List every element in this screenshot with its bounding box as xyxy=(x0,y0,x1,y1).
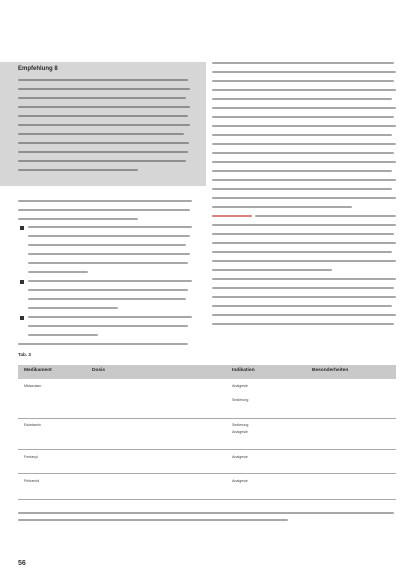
table-cell-indication: Analgesie xyxy=(232,455,248,459)
table-header-besonderheiten: Besonderheiten xyxy=(312,368,349,373)
table-cell-indication: Analgesie xyxy=(232,479,248,483)
bullet-2 xyxy=(20,280,24,284)
table-cell-drug: Fentanyl xyxy=(24,455,38,459)
page-number: 56 xyxy=(18,560,26,567)
table-caption-label: Tab. 3 xyxy=(18,352,31,357)
table-header-medikament: Medikament xyxy=(24,368,52,373)
table-cell-indication: Analgesie xyxy=(232,384,248,388)
table-caption xyxy=(18,352,31,358)
table-header-indikation: Indikation xyxy=(232,368,255,373)
table-cell-indication: Analgesie xyxy=(232,430,248,434)
bullet-1 xyxy=(20,226,24,230)
table-cell-indication: Sedierung xyxy=(232,398,249,402)
table-cell-drug: Piritramid xyxy=(24,479,40,483)
table-cell-indication: Sedierung xyxy=(232,423,249,427)
table-header-dosis: Dosis xyxy=(92,368,106,373)
recommendation-title: Empfehlung 8 xyxy=(18,66,58,72)
table-cell-drug: Midazolam xyxy=(24,384,42,388)
table-cell-drug: Esketamin xyxy=(24,423,41,427)
bullet-3 xyxy=(20,316,24,320)
